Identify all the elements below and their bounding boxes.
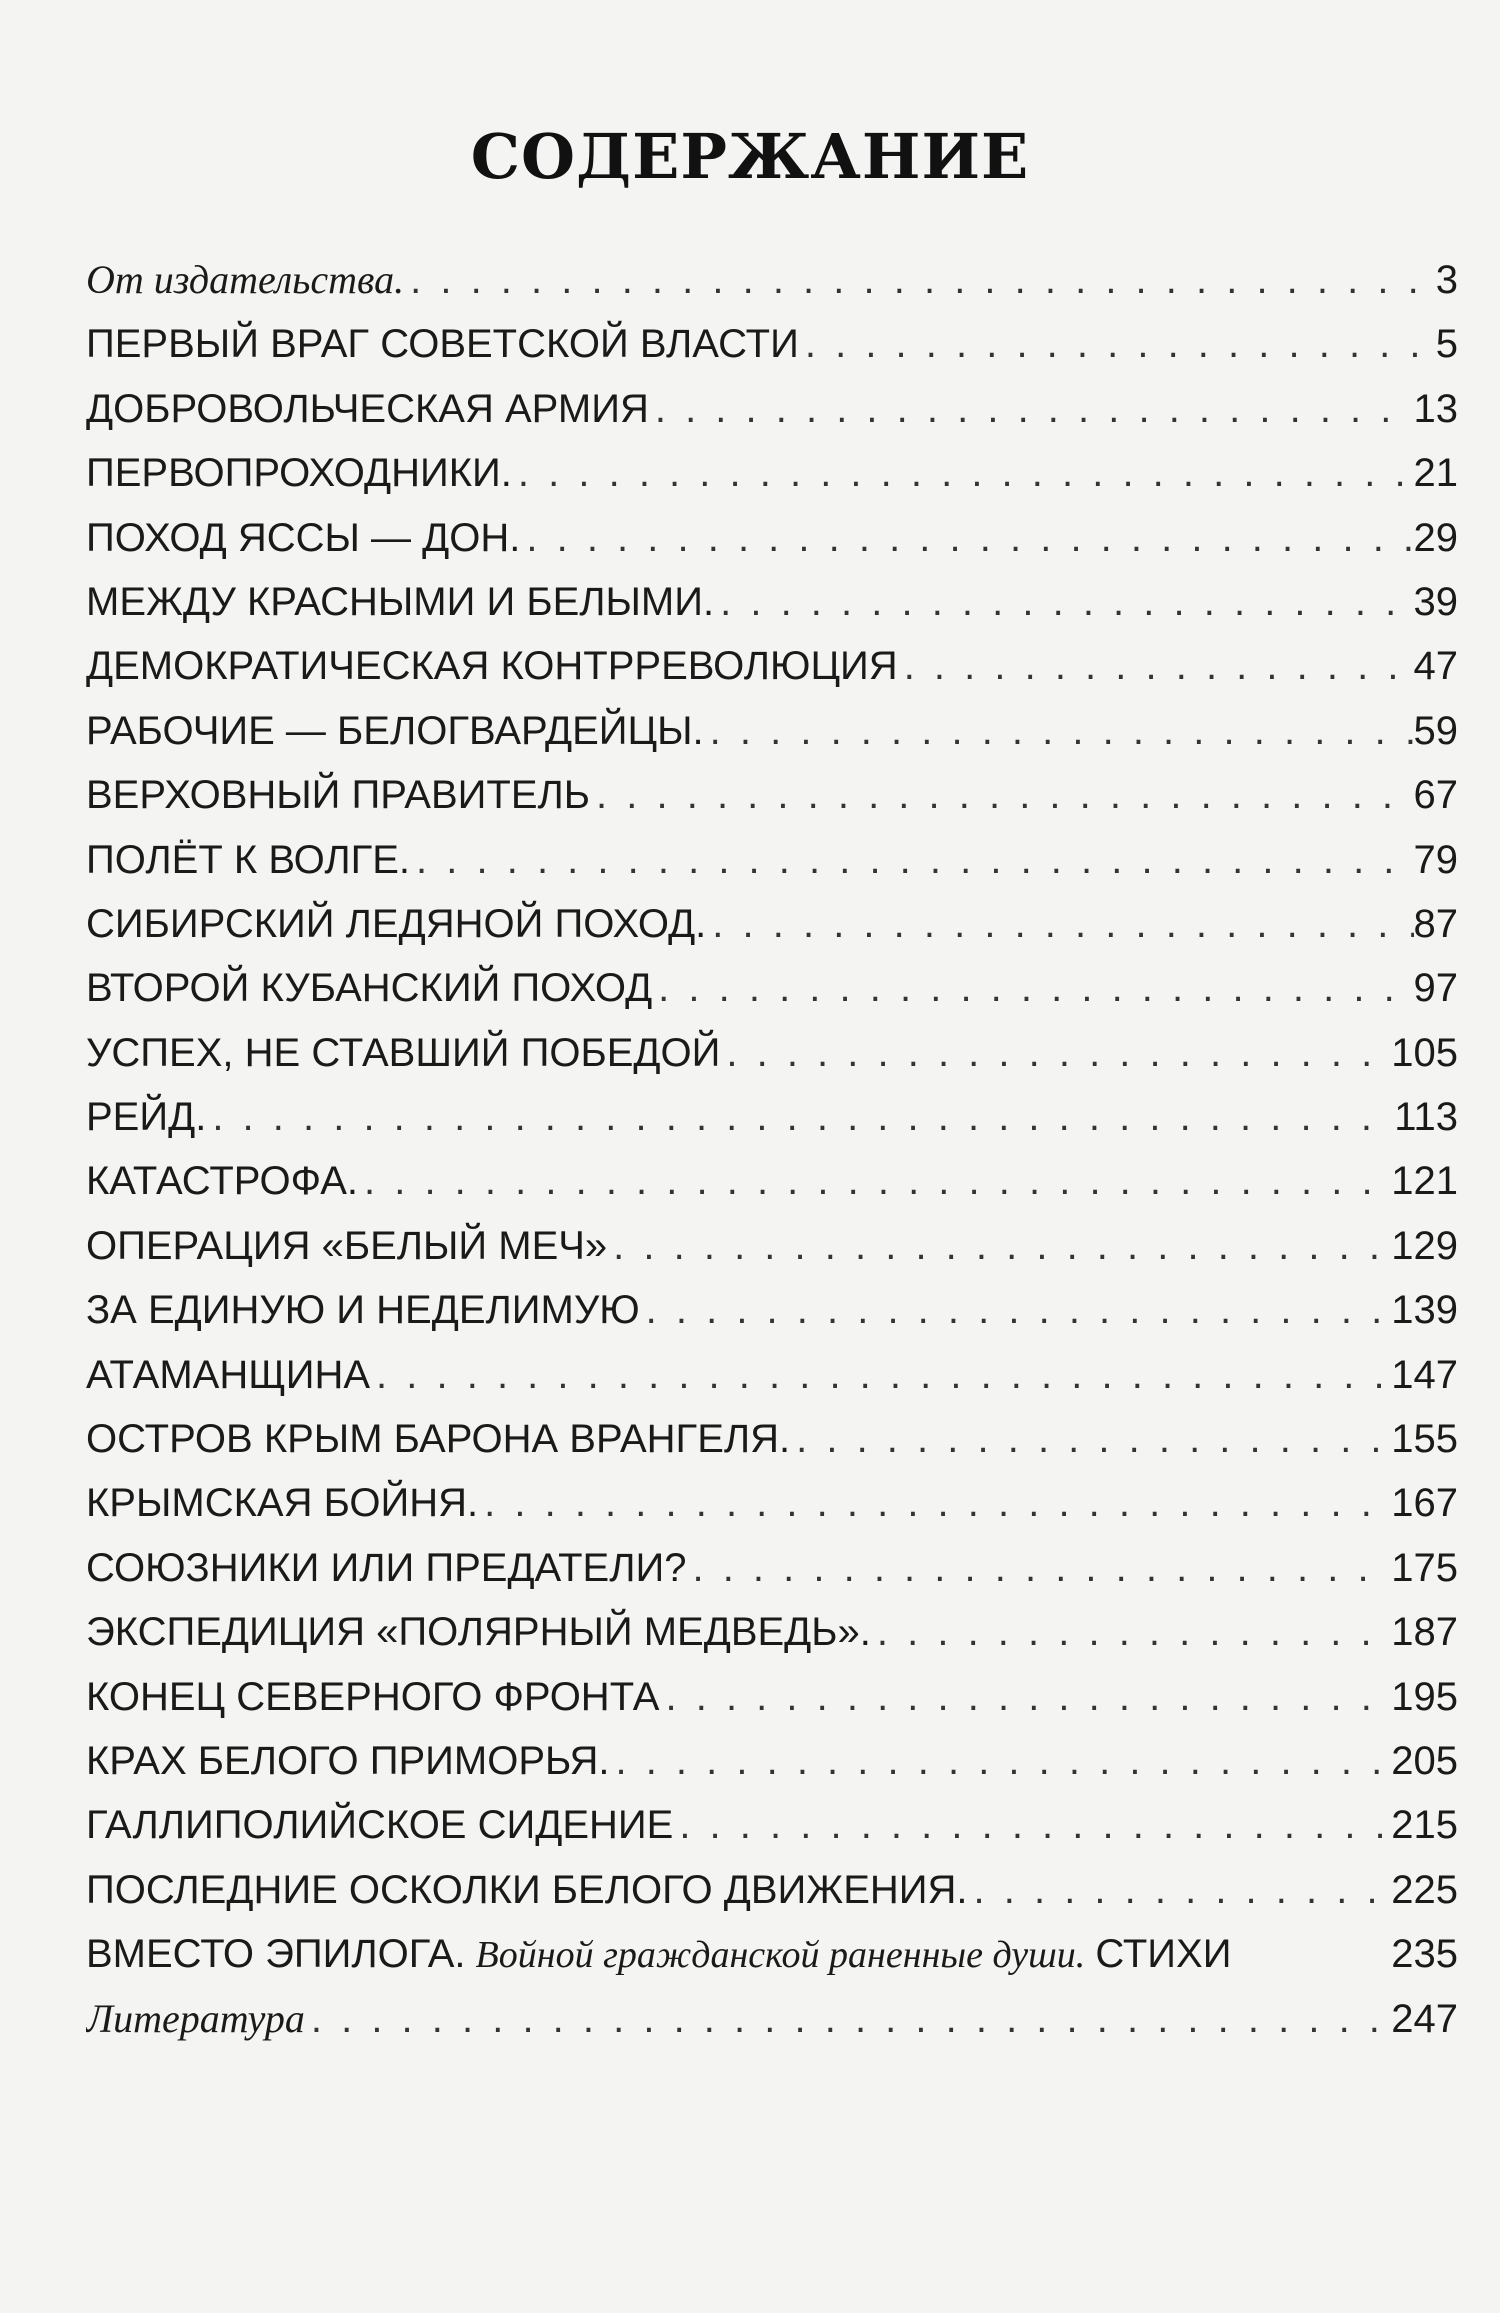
toc-entry-title <box>86 763 590 827</box>
toc-entry-title <box>86 1407 790 1471</box>
dot-leader <box>673 1793 1391 1857</box>
page-number: 147 <box>1391 1352 1458 1397</box>
page-number: 113 <box>1394 1095 1458 1140</box>
toc-entry-text: От издательства. <box>86 257 405 302</box>
toc-entry-text: КРАХ БЕЛОГО ПРИМОРЬЯ. <box>86 1738 610 1783</box>
toc-entry-text: ПОСЛЕДНИЕ ОСКОЛКИ БЕЛОГО ДВИЖЕНИЯ. <box>86 1867 968 1912</box>
dot-leader <box>704 699 1414 763</box>
page-number: 29 <box>1413 515 1458 560</box>
page-number: 121 <box>1391 1159 1458 1204</box>
toc-entry-text: МЕЖДУ КРАСНЫМИ И БЕЛЫМИ. <box>86 579 715 624</box>
toc-entry-text: ОПЕРАЦИЯ «БЕЛЫЙ МЕЧ» <box>86 1223 608 1268</box>
page-number: 139 <box>1391 1288 1458 1333</box>
table-of-contents <box>86 248 1458 2051</box>
toc-entry <box>86 699 1458 763</box>
toc-entry-title <box>86 892 706 956</box>
toc-entry-title <box>86 1600 871 1664</box>
dot-leader <box>649 377 1414 441</box>
toc-entry-tail: СТИХИ <box>1095 1932 1232 1977</box>
dot-leader <box>871 1600 1391 1664</box>
toc-entry-subtitle: Войной гражданской раненные души. <box>475 1934 1086 1977</box>
page-number: 67 <box>1413 773 1458 818</box>
toc-entry-text: ДЕМОКРАТИЧЕСКАЯ КОНТРРЕВОЛЮЦИЯ <box>86 644 898 689</box>
page-number: 167 <box>1391 1481 1458 1526</box>
page-title: СОДЕРЖАНИЕ <box>470 120 1030 193</box>
dot-leader <box>512 441 1414 505</box>
toc-entry <box>86 1471 1458 1535</box>
dot-leader <box>410 828 1413 892</box>
toc-entry-text: ВЕРХОВНЫЙ ПРАВИТЕЛЬ <box>86 773 591 818</box>
toc-entry-title <box>86 441 512 505</box>
toc-entry-text: ГАЛЛИПОЛИЙСКОЕ СИДЕНИЕ <box>86 1803 674 1848</box>
dot-leader <box>714 570 1413 634</box>
dot-leader <box>640 1278 1392 1342</box>
dot-leader <box>520 506 1413 570</box>
page-number: 247 <box>1391 1996 1458 2041</box>
toc-entry-text: ДОБРОВОЛЬЧЕСКАЯ АРМИЯ <box>86 386 649 431</box>
toc-entry <box>86 441 1458 505</box>
page-number: 155 <box>1391 1417 1458 1462</box>
dot-leader <box>799 312 1436 376</box>
dot-leader <box>968 1858 1392 1922</box>
toc-entry-text: КОНЕЦ СЕВЕРНОГО ФРОНТА <box>86 1674 660 1719</box>
toc-entry-title <box>86 699 704 763</box>
toc-entry-title <box>86 1858 968 1922</box>
page-number: 225 <box>1391 1867 1458 1912</box>
toc-entry-title <box>86 1987 305 2051</box>
toc-entry-text: ПОХОД ЯССЫ — ДОН. <box>86 515 521 560</box>
toc-entry-title <box>86 1793 673 1857</box>
toc-entry-title <box>86 1665 659 1729</box>
toc-entry-text: Литература <box>86 1995 305 2041</box>
toc-entry <box>86 1343 1458 1407</box>
page-number: 21 <box>1413 451 1458 496</box>
toc-entry <box>86 506 1458 570</box>
toc-entry-title <box>86 1343 370 1407</box>
toc-entry-title <box>86 1021 720 1085</box>
toc-entry-title <box>86 506 520 570</box>
page-number: 47 <box>1413 644 1458 689</box>
toc-entry-title <box>86 956 652 1020</box>
toc-entry-text: СИБИРСКИЙ ЛЕДЯНОЙ ПОХОД. <box>86 901 707 946</box>
page-number: 105 <box>1391 1030 1458 1075</box>
toc-entry-text: ПОЛЁТ К ВОЛГЕ. <box>86 837 411 882</box>
toc-entry-title <box>86 1214 607 1278</box>
toc-entry-title <box>86 1471 478 1535</box>
dot-leader <box>370 1343 1391 1407</box>
toc-entry <box>86 763 1458 827</box>
dot-leader <box>305 1987 1391 2051</box>
toc-entry <box>86 1214 1458 1278</box>
dot-leader <box>404 248 1436 312</box>
toc-entry-title <box>86 1729 609 1793</box>
toc-entry-title <box>86 248 404 312</box>
toc-entry-title <box>86 1278 640 1342</box>
dot-leader <box>706 892 1413 956</box>
page-number: 13 <box>1413 386 1458 431</box>
toc-entry <box>86 1149 1458 1213</box>
toc-entry-title <box>86 1149 358 1213</box>
toc-entry-text: ПЕРВЫЙ ВРАГ СОВЕТСКОЙ ВЛАСТИ <box>86 322 799 367</box>
toc-entry <box>86 956 1458 1020</box>
toc-entry <box>86 1600 1458 1664</box>
dot-leader <box>206 1085 1394 1149</box>
toc-entry-text: РЕЙД. <box>86 1095 207 1140</box>
toc-entry-title <box>86 1085 206 1149</box>
page-number: 3 <box>1435 258 1458 302</box>
page-number: 205 <box>1391 1738 1458 1783</box>
toc-entry <box>86 1987 1458 2051</box>
toc-entry <box>86 1021 1458 1085</box>
toc-entry-text: КРЫМСКАЯ БОЙНЯ. <box>86 1481 479 1526</box>
toc-entry-text: КАТАСТРОФА. <box>86 1159 358 1204</box>
toc-entry-text: ПЕРВОПРОХОДНИКИ. <box>86 451 512 496</box>
dot-leader <box>478 1471 1391 1535</box>
page-number: 5 <box>1435 322 1458 367</box>
dot-leader <box>898 634 1414 698</box>
page-number: 39 <box>1413 579 1458 624</box>
toc-entry <box>86 570 1458 634</box>
dot-leader <box>607 1214 1391 1278</box>
dot-leader <box>686 1536 1391 1600</box>
page-number: 97 <box>1413 966 1458 1011</box>
page-number: 59 <box>1413 708 1458 753</box>
toc-entry-text: УСПЕХ, НЕ СТАВШИЙ ПОБЕДОЙ <box>86 1030 721 1075</box>
page-number: 215 <box>1391 1803 1458 1848</box>
page-number: 79 <box>1413 837 1458 882</box>
page-number: 195 <box>1391 1674 1458 1719</box>
toc-entry <box>86 248 1458 312</box>
toc-entry <box>86 1729 1458 1793</box>
toc-entry <box>86 312 1458 376</box>
toc-entry <box>86 377 1458 441</box>
toc-entry <box>86 1922 1458 1986</box>
toc-entry-text: АТАМАНЩИНА <box>86 1352 371 1397</box>
toc-entry-text: ЗА ЕДИНУЮ И НЕДЕЛИМУЮ <box>86 1288 640 1333</box>
toc-entry <box>86 1536 1458 1600</box>
dot-leader <box>652 956 1413 1020</box>
toc-entry-text: ОСТРОВ КРЫМ БАРОНА ВРАНГЕЛЯ. <box>86 1417 791 1462</box>
toc-entry <box>86 1407 1458 1471</box>
dot-leader <box>590 763 1413 827</box>
toc-entry-title <box>86 634 898 698</box>
toc-entry-text: ЭКСПЕДИЦИЯ «ПОЛЯРНЫЙ МЕДВЕДЬ». <box>86 1610 871 1655</box>
toc-entry-text: ВМЕСТО ЭПИЛОГА. <box>86 1932 466 1977</box>
page-number: 187 <box>1391 1610 1458 1655</box>
toc-entry-title <box>86 312 799 376</box>
dot-leader <box>790 1407 1391 1471</box>
toc-entry-title <box>86 377 649 441</box>
toc-entry <box>86 892 1458 956</box>
toc-entry-text: РАБОЧИЕ — БЕЛОГВАРДЕЙЦЫ. <box>86 708 704 753</box>
page-number: 175 <box>1391 1545 1458 1590</box>
toc-entry-title <box>86 828 410 892</box>
page-number: 129 <box>1391 1223 1458 1268</box>
toc-entry-text: ВТОРОЙ КУБАНСКИЙ ПОХОД <box>86 966 653 1011</box>
dot-leader <box>609 1729 1391 1793</box>
dot-leader <box>659 1665 1391 1729</box>
dot-leader <box>720 1021 1391 1085</box>
toc-entry <box>86 1278 1458 1342</box>
toc-entry <box>86 634 1458 698</box>
page-number: 235 <box>1391 1932 1458 1977</box>
toc-entry-title <box>86 1922 1231 1986</box>
dot-leader <box>358 1149 1391 1213</box>
toc-entry-title <box>86 570 714 634</box>
toc-entry <box>86 828 1458 892</box>
toc-entry <box>86 1085 1458 1149</box>
toc-entry <box>86 1793 1458 1857</box>
toc-entry-title <box>86 1536 686 1600</box>
toc-entry <box>86 1858 1458 1922</box>
toc-entry <box>86 1665 1458 1729</box>
toc-entry-text: СОЮЗНИКИ ИЛИ ПРЕДАТЕЛИ? <box>86 1545 687 1590</box>
page-number: 87 <box>1413 901 1458 946</box>
